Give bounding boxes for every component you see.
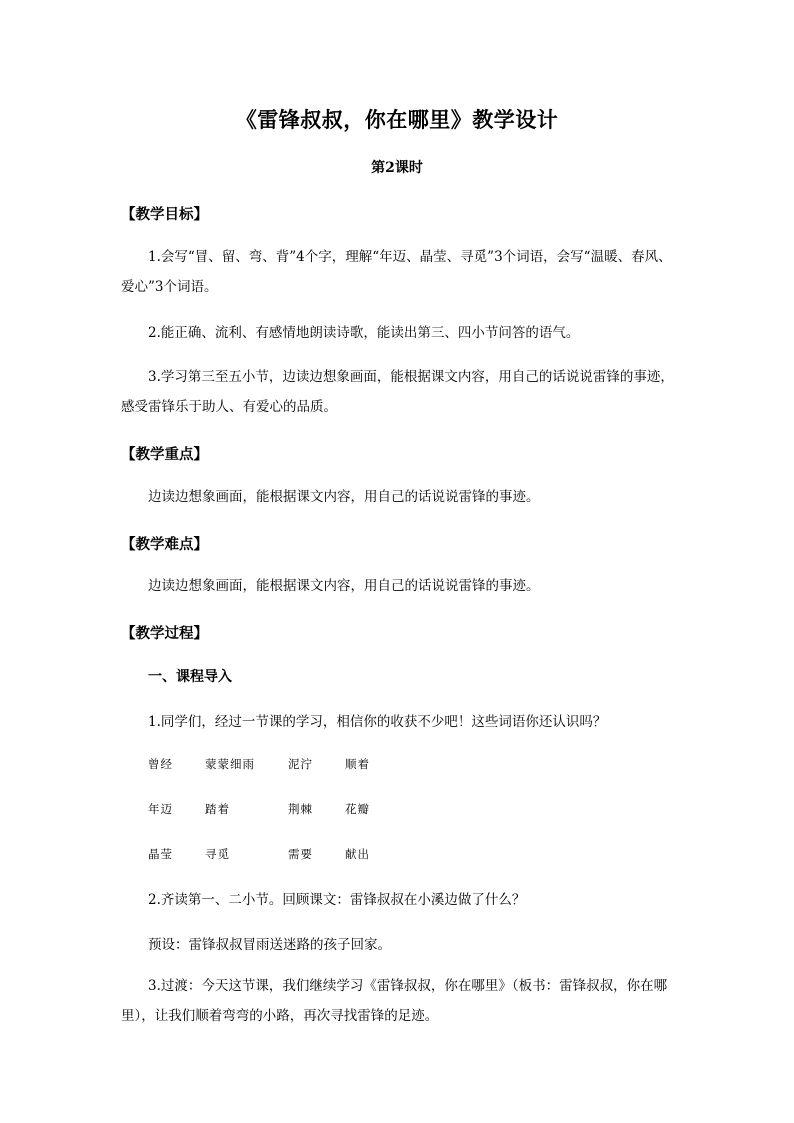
step-1-question-2: 2.齐读第一、二小节。回顾课文：雷锋叔叔在小溪边做了什么？ [148, 892, 526, 908]
step-1-title: 一、课程导入 [148, 669, 232, 685]
vocab-word: 需要 [288, 847, 313, 861]
key-points-heading: 【教学重点】 [121, 446, 208, 463]
vocab-word: 晶莹 [148, 847, 173, 861]
step-1-question-1: 1.同学们，经过一节课的学习，相信你的收获不少吧！这些词语你还认识吗？ [148, 714, 607, 730]
process-heading: 【教学过程】 [121, 625, 208, 642]
key-points-text: 边读边想象画面，能根据课文内容，用自己的话说说雷锋的事迹。 [148, 489, 540, 505]
vocab-word: 蒙蒙细雨 [205, 757, 255, 771]
objectives-heading: 【教学目标】 [121, 206, 208, 223]
vocab-word: 曾经 [148, 757, 173, 771]
lesson-number: 第2课时 [371, 160, 423, 176]
document-title: 《雷锋叔叔，你在哪里》教学设计 [235, 107, 559, 132]
vocab-word: 踏着 [205, 802, 230, 816]
vocab-word: 荆棘 [288, 802, 313, 816]
vocab-word: 年迈 [148, 802, 173, 816]
objective-item-2: 2.能正确、流利、有感情地朗读诗歌，能读出第三、四小节问答的语气。 [148, 325, 580, 341]
step-1-preset: 预设：雷锋叔叔冒雨送迷路的孩子回家。 [148, 937, 391, 953]
difficulties-heading: 【教学难点】 [121, 536, 208, 553]
difficulties-text: 边读边想象画面，能根据课文内容，用自己的话说说雷锋的事迹。 [148, 578, 540, 594]
objective-item-3: 3.学习第三至五小节，边读边想象画面，能根据课文内容，用自己的话说说雷锋的事迹，感受雷锋乐于助人、有爱心的品质。 [121, 369, 674, 415]
vocab-word: 献出 [345, 847, 370, 861]
vocab-word: 寻觅 [205, 847, 230, 861]
vocab-word: 泥泞 [288, 757, 313, 771]
vocab-word: 花瓣 [345, 802, 370, 816]
step-1-question-3: 3.过渡：今天这节课，我们继续学习《雷锋叔叔，你在哪里》（板书：雷锋叔叔，你在哪里），让我们顺着弯弯的小路，再次寻找雷锋的足迹。 [121, 978, 668, 1024]
vocab-word: 顺着 [345, 757, 370, 771]
objective-item-1: 1.会写“冒、留、弯、背”4个字，理解“年迈、晶莹、寻觅”3个词语，会写“温暖、春风、爱心”3个词语。 [121, 249, 672, 295]
